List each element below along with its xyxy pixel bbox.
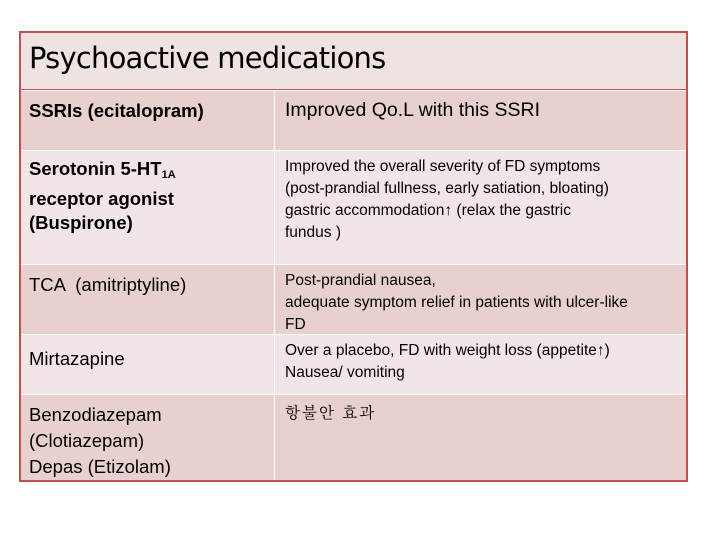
drug-name: Mirtazapine: [29, 348, 125, 369]
effect-line: 항불안 효과: [285, 405, 377, 422]
effect-cell: [274, 265, 686, 334]
effect-line: gastric accommodation↑ (relax the gastric: [285, 202, 572, 219]
effect-cell: [274, 335, 686, 394]
effect-line: Improved the overall severity of FD symptoms: [285, 158, 601, 175]
drug-name-line: [29, 157, 274, 187]
drug-name: SSRIs (ecitalopram): [29, 100, 204, 121]
drug-cell: [21, 91, 274, 150]
effect-line: FD: [285, 316, 306, 333]
effect-line: (post-prandial fullness, early satiation, bloating): [285, 180, 609, 197]
table-row: [21, 334, 686, 394]
effect-line: adequate symptom relief in patients with ulcer-like: [285, 294, 628, 311]
drug-name-line: (Clotiazepam): [29, 430, 145, 451]
effect-cell: [274, 395, 686, 480]
effect-line: Nausea/ vomiting: [285, 364, 405, 381]
drug-cell: [21, 265, 274, 334]
table-row: [21, 264, 686, 334]
table-row: [21, 90, 686, 150]
drug-name-line: Depas (Etizolam): [29, 456, 171, 477]
drug-name-line: Benzodiazepam: [29, 404, 162, 425]
effect-line: fundus ): [285, 224, 342, 241]
drug-cell: [21, 335, 274, 394]
drug-name-line: (Buspirone): [29, 212, 133, 233]
drug-name-subscript: 1A: [161, 169, 176, 181]
effect-cell: [274, 91, 686, 150]
drug-name-line: receptor agonist: [29, 188, 174, 209]
drug-cell: [21, 395, 274, 480]
title-row: [21, 33, 686, 90]
drug-name-main: Serotonin 5-HT: [29, 158, 162, 179]
effect-line: Post-prandial nausea,: [285, 272, 436, 289]
effect-line: Over a placebo, FD with weight loss (appetite↑): [285, 342, 610, 359]
effect-line: Improved Qo.L with this SSRI: [285, 99, 541, 121]
drug-cell: [21, 151, 274, 264]
effect-cell: [274, 151, 686, 264]
table-row: [21, 150, 686, 264]
page-title: Psychoactive medications: [29, 41, 386, 75]
medication-table: [19, 31, 688, 482]
table-row: [21, 394, 686, 480]
drug-name: TCA (amitriptyline): [29, 274, 187, 295]
